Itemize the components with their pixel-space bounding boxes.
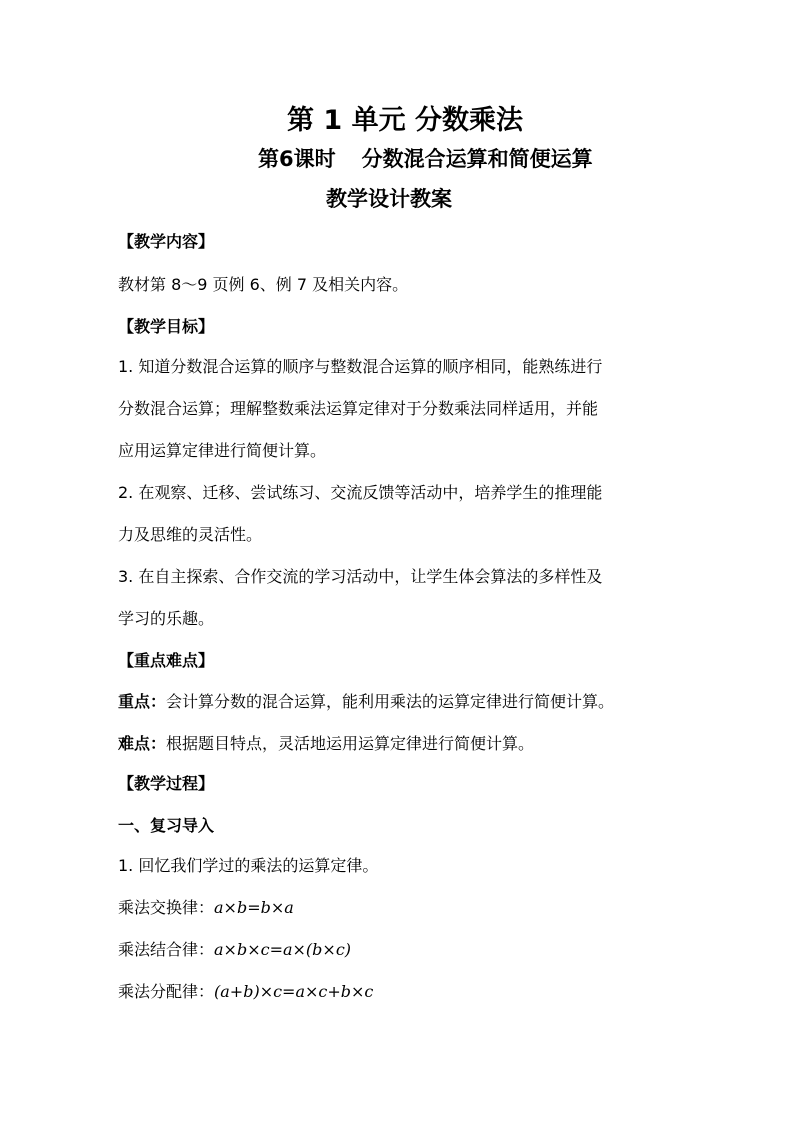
goal-3-line-1: 3. 在自主探索、合作交流的学习活动中，让学生体会算法的多样性及 [118,567,603,586]
goal-3-line-2: 学习的乐趣。 [118,609,215,628]
key-point-text: 会计算分数的混合运算，能利用乘法的运算定律进行简便计算。 [166,692,615,711]
lesson-title [258,145,593,173]
goal-1-line-1: 1. 知道分数混合运算的顺序与整数混合运算的顺序相同，能熟练进行 [118,357,603,376]
commutative-law-formula: a×b=b×a [214,898,294,917]
unit-title: 第 1 单元 分数乘法 [287,105,523,136]
document-type-title: 教学设计教案 [326,187,452,211]
review-item-1: 1. 回忆我们学过的乘法的运算定律。 [118,856,379,875]
distributive-law-formula: (a+b)×c=a×c+b×c [214,982,374,1001]
goals-heading: 【教学目标】 [118,317,215,336]
distributive-law-line [118,982,373,1002]
lesson-topic: 分数混合运算和简便运算 [361,147,593,171]
commutative-law-line [118,898,294,918]
lesson-number: 第6课时 [258,147,336,171]
goal-1-line-2: 分数混合运算；理解整数乘法运算定律对于分数乘法同样适用，并能 [118,399,599,418]
process-heading: 【教学过程】 [118,774,215,793]
associative-law-formula: a×b×c=a×(b×c) [214,940,352,959]
goal-2-line-1: 2. 在观察、迁移、尝试练习、交流反馈等活动中，培养学生的推理能 [118,483,603,502]
key-point-label: 重点： [118,692,167,711]
content-heading: 【教学内容】 [118,232,215,251]
difficult-point-line [118,734,534,754]
content-text: 教材第 8～9 页例 6、例 7 及相关内容。 [118,275,409,294]
key-points-heading: 【重点难点】 [118,651,215,670]
goal-2-line-2: 力及思维的灵活性。 [118,525,263,544]
key-point-line [118,692,614,712]
difficult-point-text: 根据题目特点，灵活地运用运算定律进行简便计算。 [166,734,535,753]
review-heading: 一、复习导入 [118,816,215,835]
commutative-law-label: 乘法交换律： [118,898,215,917]
distributive-law-label: 乘法分配律： [118,982,215,1001]
associative-law-label: 乘法结合律： [118,940,215,959]
difficult-point-label: 难点： [118,734,167,753]
goal-1-line-3: 应用运算定律进行简便计算。 [118,441,327,460]
associative-law-line [118,940,351,960]
